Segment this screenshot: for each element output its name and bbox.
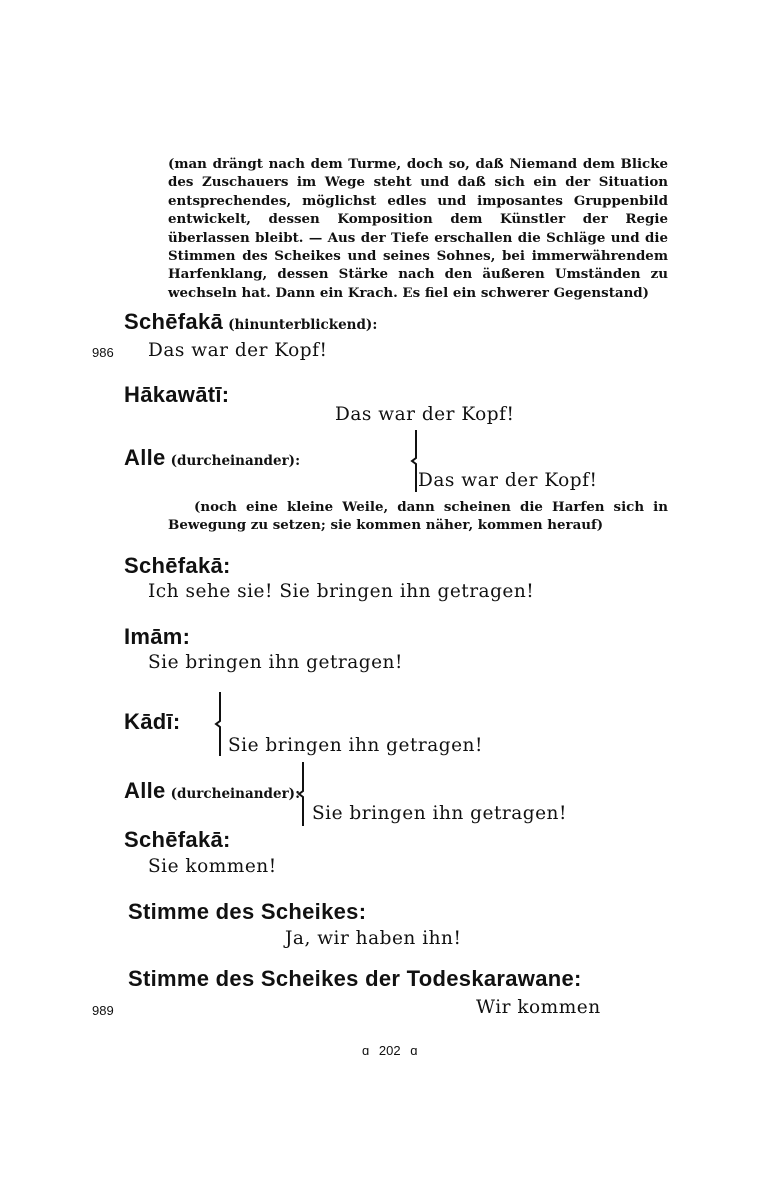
line-number: 989 (92, 1003, 114, 1018)
verse-line: Sie bringen ihn getragen! (312, 803, 567, 824)
verse-line: Wir kommen (476, 997, 601, 1018)
page-number: 202 (378, 1043, 401, 1058)
speaker-name-imam: Imām: (124, 624, 191, 649)
line-number: 986 (92, 345, 114, 360)
speaker-line-alle-2 (124, 778, 300, 804)
speaker-line-schefaka-1 (124, 309, 377, 335)
speaker-name-schefaka: Schēfakā: (124, 553, 231, 578)
speaker-line-alle-1 (124, 445, 300, 471)
stage-direction-2: (noch eine kleine Weile, dann scheinen die Harfen sich in Bewegung zu setzen; sie kommen näher, kommen herauf) (168, 499, 668, 534)
stage-direction-1: (man drängt nach dem Turme, doch so, daß Niemand dem Blicke des Zuschauers im Wege steht und daß sich ein der Situation entsprechendes, möglichst edles und imposantes Gruppenbild entwickelt, dessen Komposition dem Künstler der Regie überlassen bleibt. — Aus der Tiefe erschallen die Schläge und die Stimmen des Scheikes und seines Sohnes, bei immerwährendem Harfenklang, dessen Stärke nach den äußeren Umständen zu wechseln hat. Dann ein Krach. Es fiel ein schwerer Gegenstand) (168, 156, 668, 301)
speaker-name-stimme-scheikes: Stimme des Scheikes: (128, 899, 367, 924)
speaker-note: (durcheinander): (170, 453, 301, 469)
verse-line: Ja, wir haben ihn! (285, 928, 462, 949)
ornament-right: ɑ (410, 1043, 418, 1058)
bracket (295, 760, 309, 828)
verse-line: Sie bringen ihn getragen! (228, 735, 483, 756)
verse-line: Sie bringen ihn getragen! (148, 652, 403, 673)
bracket (212, 690, 226, 758)
ornament-left: ɑ (362, 1043, 370, 1058)
verse-line: Sie kommen! (148, 856, 277, 877)
speaker-name-schefaka: Schēfakā: (124, 827, 231, 852)
speaker-name-hakawati: Hākawātī: (124, 382, 230, 407)
verse-line: Das war der Kopf! (335, 404, 515, 425)
page-footer (362, 1043, 417, 1058)
speaker-name: Alle (124, 445, 166, 470)
verse-line: Das war der Kopf! (418, 470, 598, 491)
speaker-name-kadi: Kādī: (124, 709, 181, 734)
speaker-note: (durcheinander): (170, 786, 301, 802)
speaker-name: Schēfakā (124, 309, 224, 334)
verse-line: Ich sehe sie! Sie bringen ihn getragen! (148, 581, 535, 602)
speaker-name: Alle (124, 778, 166, 803)
speaker-name-stimme-todeskarawane: Stimme des Scheikes der Todeskarawane: (128, 966, 582, 991)
verse-line: Das war der Kopf! (148, 340, 328, 361)
speaker-note: (hinunterblickend): (228, 317, 378, 333)
